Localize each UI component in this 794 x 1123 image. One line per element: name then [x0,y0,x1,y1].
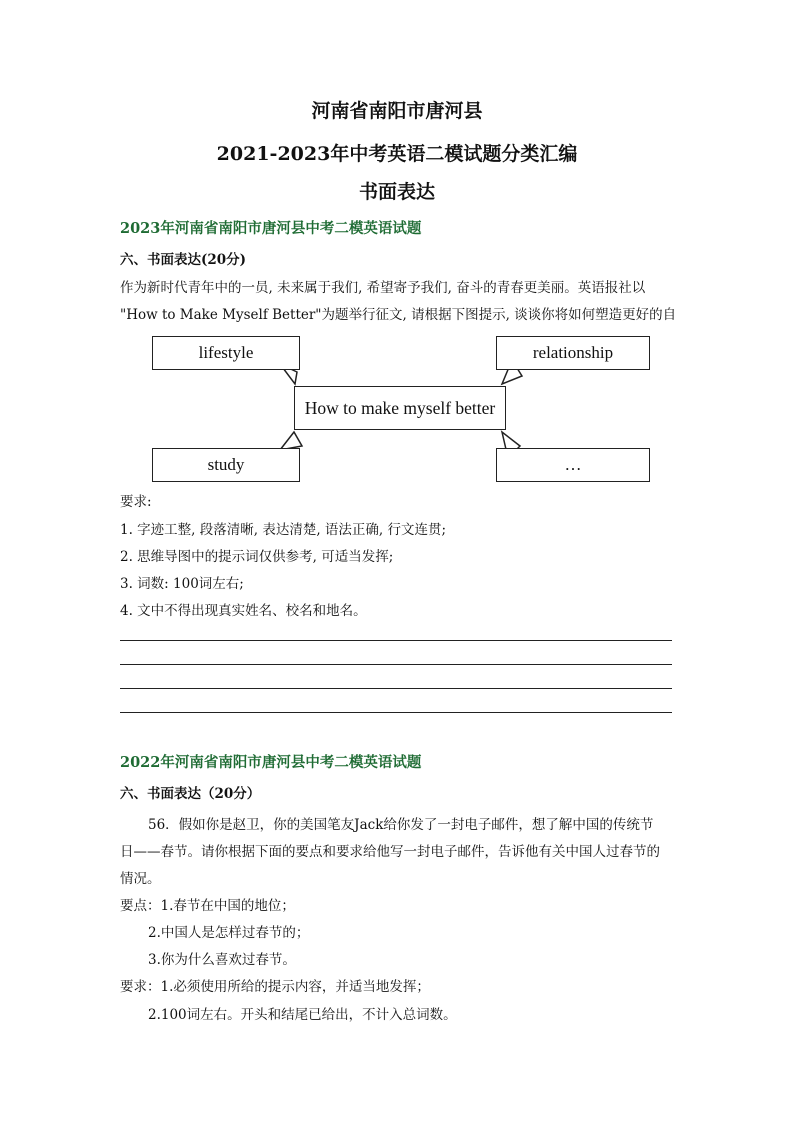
intro-line-1: 作为新时代青年中的一员, 未来属于我们, 希望寄予我们, 奋斗的青春更美丽。英语报社以 [120,280,646,296]
question-56-line-2: 日——春节。请你根据下面的要点和要求给他写一封电子邮件，告诉他有关中国人过春节的 [120,844,660,860]
requirement-2022-1: 要求：1.必须使用所给的提示内容，并适当地发挥； [120,979,430,995]
question-56-line-1: 56．假如你是赵卫，你的美国笔友Jack给你发了一封电子邮件，想了解中国的传统节 [148,817,654,833]
requirement-2022-2: 2.100词左右。开头和结尾已给出，不计入总词数。 [148,1007,457,1023]
part-2023-title: 六、书面表达(20分) [120,252,247,268]
key-point-1: 要点：1.春节在中国的地位； [120,898,295,914]
mind-map-node-relationship: relationship [496,336,650,370]
title-line-2: 2021-2023年中考英语二模试题分类汇编 [216,143,578,165]
intro-line-2: "How to Make Myself Better"为题举行征文, 请根据下图提示, 谈谈你将如何塑造更好的自 [120,307,677,323]
mind-map [120,330,672,492]
title-line-1: 河南省南阳市唐河县 [311,100,483,122]
key-point-3: 3.你为什么喜欢过春节。 [148,952,296,968]
question-56-line-3: 情况。 [120,871,161,887]
requirement-1: 1. 字迹工整, 段落清晰, 表达清楚, 语法正确, 行文连贯; [120,522,447,538]
section-2022-heading: 2022年河南省南阳市唐河县中考二模英语试题 [120,754,422,771]
mind-map-node-study: study [152,448,300,482]
section-2023-heading: 2023年河南省南阳市唐河县中考二模英语试题 [120,220,422,237]
requirement-3: 3. 词数: 100词左右; [120,576,244,592]
answer-line [120,712,672,713]
title-line-3: 书面表达 [358,181,435,203]
requirement-2: 2. 思维导图中的提示词仅供参考, 可适当发挥; [120,549,394,565]
mind-map-node-ellipsis: … [496,448,650,482]
answer-line [120,640,672,641]
requirement-4: 4. 文中不得出现真实姓名、校名和地名。 [120,603,367,619]
answer-line [120,688,672,689]
answer-line [120,664,672,665]
part-2022-title: 六、书面表达（20分） [120,786,261,802]
mind-map-node-lifestyle: lifestyle [152,336,300,370]
requirements-label: 要求: [120,494,152,510]
mind-map-center-node: How to make myself better [294,386,506,430]
key-point-2: 2.中国人是怎样过春节的； [148,925,310,941]
